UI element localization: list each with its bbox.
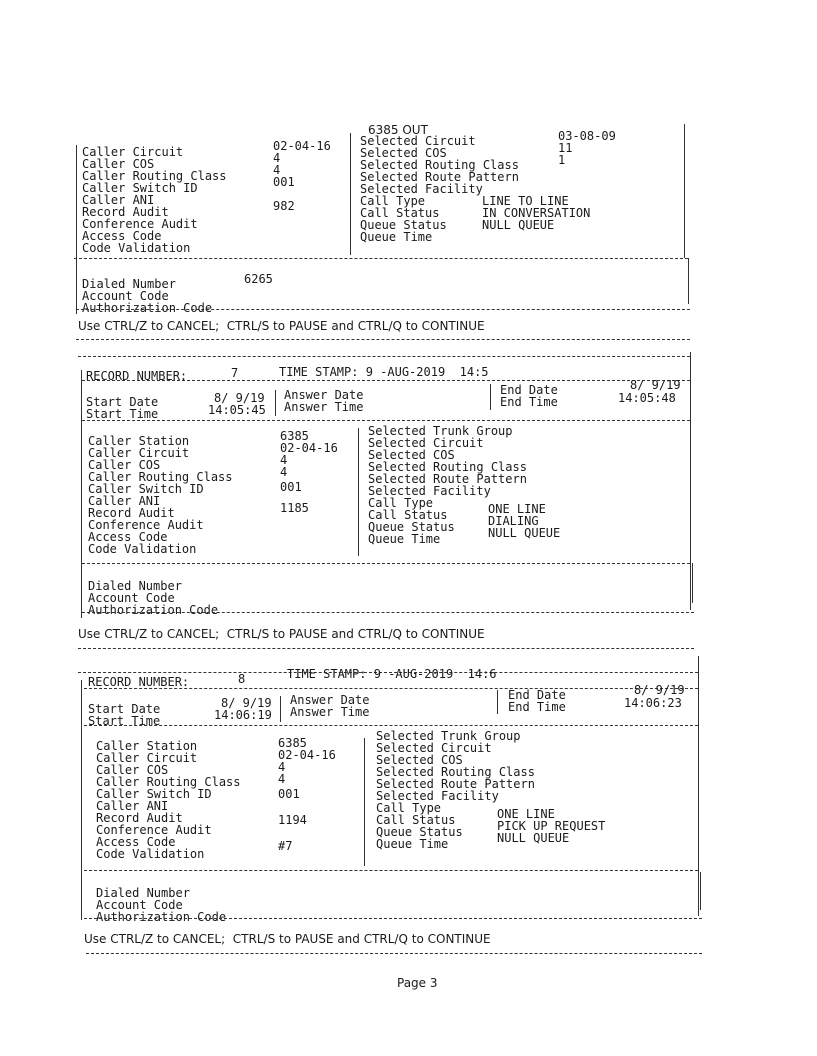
field-label: Selected Route Pattern [368, 472, 527, 486]
field-label: Caller ANI [88, 494, 161, 508]
field-label: Queue Status [360, 218, 447, 232]
field-label: Caller ANI [82, 193, 155, 207]
border [275, 390, 276, 416]
field-label: Account Code [88, 591, 175, 605]
border [692, 563, 693, 603]
field-label: Caller Switch ID [96, 787, 212, 801]
field-label: Code Validation [96, 847, 205, 861]
border [684, 124, 685, 258]
field-label: Caller Circuit [96, 751, 198, 765]
field-value: 982 [273, 199, 295, 213]
divider [84, 870, 698, 871]
border [364, 738, 365, 866]
divider [78, 356, 690, 357]
field-label: Caller Routing Class [88, 470, 233, 484]
field-label: Queue Time [368, 532, 441, 546]
field-label: Record Audit [96, 811, 183, 825]
field-label: Selected COS [360, 146, 447, 160]
field-label: Code Validation [82, 241, 191, 255]
field-label: Selected Routing Class [376, 765, 535, 779]
field-label: Access Code [82, 229, 162, 243]
field-value: 001 [280, 480, 302, 494]
border [358, 428, 359, 556]
field-value: LINE TO LINE [482, 194, 569, 208]
field-value: 001 [278, 787, 300, 801]
field-label: Dialed Number [96, 886, 190, 900]
field-label: Caller COS [96, 763, 169, 777]
field-label: Queue Time [376, 837, 449, 851]
field-label: Selected Circuit [360, 134, 476, 148]
field-value: 8/ 9/19 [630, 378, 681, 392]
divider [76, 339, 690, 340]
field-label: Caller Routing Class [96, 775, 241, 789]
field-value: 14:06:19 [214, 708, 272, 722]
field-label: Caller Switch ID [82, 181, 198, 195]
field-value: 02-04-16 [278, 748, 336, 762]
field-label: Queue Time [360, 230, 433, 244]
field-label: Answer Time [290, 705, 370, 719]
field-label: Access Code [96, 835, 176, 849]
record-number-label: RECORD NUMBER: [88, 675, 190, 689]
page-number: Page 3 [397, 976, 438, 990]
field-label: Call Status [360, 206, 440, 220]
border [81, 370, 82, 618]
field-value: IN CONVERSATION [482, 206, 591, 220]
top-block-header: 6385 OUT [368, 123, 428, 137]
time-stamp: TIME STAMP: 9 -AUG-2019 14:5 [279, 365, 489, 379]
field-label: End Time [508, 700, 566, 714]
field-label: Selected COS [368, 448, 455, 462]
field-value: 1185 [280, 501, 309, 515]
field-label: Conference Audit [82, 217, 198, 231]
field-label: Answer Date [290, 693, 370, 707]
field-label: Selected Routing Class [360, 158, 519, 172]
field-label: Caller Station [96, 739, 198, 753]
field-label: Queue Status [368, 520, 455, 534]
field-value: 4 [280, 453, 288, 467]
field-value: 14:06:23 [624, 696, 682, 710]
field-label: Call Type [376, 801, 442, 815]
divider [82, 563, 690, 564]
field-label: Caller COS [82, 157, 155, 171]
field-label: Dialed Number [88, 579, 182, 593]
field-label: Record Audit [88, 506, 175, 520]
field-value: 14:05:45 [208, 403, 266, 417]
field-value: NULL QUEUE [497, 831, 570, 845]
divider [82, 420, 690, 421]
field-label: Record Audit [82, 205, 169, 219]
field-label: Selected Trunk Group [368, 424, 513, 438]
field-value: 03-08-09 [558, 129, 616, 143]
divider [84, 918, 702, 919]
field-label: Selected Circuit [368, 436, 484, 450]
border [81, 680, 82, 920]
border [490, 384, 491, 410]
divider [78, 648, 694, 649]
field-label: Start Time [88, 714, 161, 728]
field-value: ONE LINE [497, 807, 555, 821]
field-label: Call Type [368, 496, 434, 510]
field-label: Code Validation [88, 542, 197, 556]
field-value: 001 [273, 175, 295, 189]
field-label: Authorization Code [96, 910, 227, 924]
field-label: Caller Circuit [82, 145, 184, 159]
field-label: Account Code [82, 289, 169, 303]
record-number: 7 [231, 366, 239, 380]
field-value: 4 [278, 760, 286, 774]
field-label: Access Code [88, 530, 168, 544]
field-value: 1 [558, 153, 566, 167]
field-value: 8/ 9/19 [214, 391, 265, 405]
field-label: Authorization Code [88, 603, 219, 617]
field-label: Start Date [88, 702, 161, 716]
field-label: Selected COS [376, 753, 463, 767]
field-label: Queue Status [376, 825, 463, 839]
field-label: End Time [500, 395, 558, 409]
field-value: NULL QUEUE [482, 218, 555, 232]
field-label: Dialed Number [82, 277, 176, 291]
border [688, 258, 689, 304]
record-number-label: RECORD NUMBER: [86, 369, 188, 383]
field-value: 8/ 9/19 [634, 683, 685, 697]
field-value: NULL QUEUE [488, 526, 561, 540]
field-label: Start Time [86, 407, 159, 421]
field-label: Selected Facility [368, 484, 491, 498]
border [690, 352, 691, 610]
field-value: 4 [273, 163, 281, 177]
field-label: Conference Audit [96, 823, 212, 837]
field-value: 02-04-16 [280, 441, 338, 455]
field-label: Conference Audit [88, 518, 204, 532]
field-value: PICK UP REQUEST [497, 819, 606, 833]
field-label: End Date [508, 688, 566, 702]
border [280, 696, 281, 722]
record-number: 8 [238, 672, 246, 686]
divider [84, 725, 698, 726]
field-label: Selected Route Pattern [360, 170, 519, 184]
field-label: Start Date [86, 395, 159, 409]
field-value: 4 [273, 151, 281, 165]
control-hint: Use CTRL/Z to CANCEL; CTRL/S to PAUSE and CTRL/Q to CONTINUE [84, 932, 491, 946]
field-value: 14:05:48 [618, 391, 676, 405]
divider [84, 688, 698, 689]
field-label: Answer Date [284, 388, 364, 402]
field-label: Caller Switch ID [88, 482, 204, 496]
field-label: Selected Routing Class [368, 460, 527, 474]
field-value: 4 [278, 772, 286, 786]
field-value: 6385 [280, 429, 309, 443]
border [700, 872, 701, 910]
field-label: Selected Facility [360, 182, 483, 196]
field-value: 11 [558, 141, 573, 155]
field-label: Call Status [376, 813, 456, 827]
border [350, 133, 351, 255]
field-label: Caller Circuit [88, 446, 190, 460]
border [76, 262, 77, 314]
field-value: 02-04-16 [273, 139, 331, 153]
field-value: 4 [280, 465, 288, 479]
divider [82, 380, 690, 381]
border [497, 690, 498, 714]
field-label: Selected Route Pattern [376, 777, 535, 791]
divider [74, 258, 688, 259]
divider [86, 953, 702, 954]
field-label: Selected Circuit [376, 741, 492, 755]
divider [76, 309, 690, 310]
border [698, 656, 699, 916]
control-hint: Use CTRL/Z to CANCEL; CTRL/S to PAUSE and CTRL/Q to CONTINUE [78, 319, 485, 333]
field-value: #7 [278, 839, 293, 853]
control-hint: Use CTRL/Z to CANCEL; CTRL/S to PAUSE and CTRL/Q to CONTINUE [78, 627, 485, 641]
border [76, 145, 77, 263]
field-label: Call Type [360, 194, 426, 208]
field-label: Account Code [96, 898, 183, 912]
field-value: DIALING [488, 514, 539, 528]
field-value: ONE LINE [488, 502, 546, 516]
field-value: 6265 [244, 272, 273, 286]
field-label: Caller Routing Class [82, 169, 227, 183]
field-label: Authorization Code [82, 301, 213, 315]
field-label: Caller Station [88, 434, 190, 448]
field-label: Answer Time [284, 400, 364, 414]
field-label: Selected Trunk Group [376, 729, 521, 743]
divider [82, 612, 694, 613]
time-stamp: TIME STAMP: 9 -AUG-2019 14:6 [287, 667, 497, 681]
field-label: Selected Facility [376, 789, 499, 803]
field-value: 1194 [278, 813, 307, 827]
field-label: Caller COS [88, 458, 161, 472]
field-label: Call Status [368, 508, 448, 522]
field-label: Caller ANI [96, 799, 169, 813]
field-value: 6385 [278, 736, 307, 750]
field-value: 8/ 9/19 [221, 696, 272, 710]
field-label: End Date [500, 383, 558, 397]
